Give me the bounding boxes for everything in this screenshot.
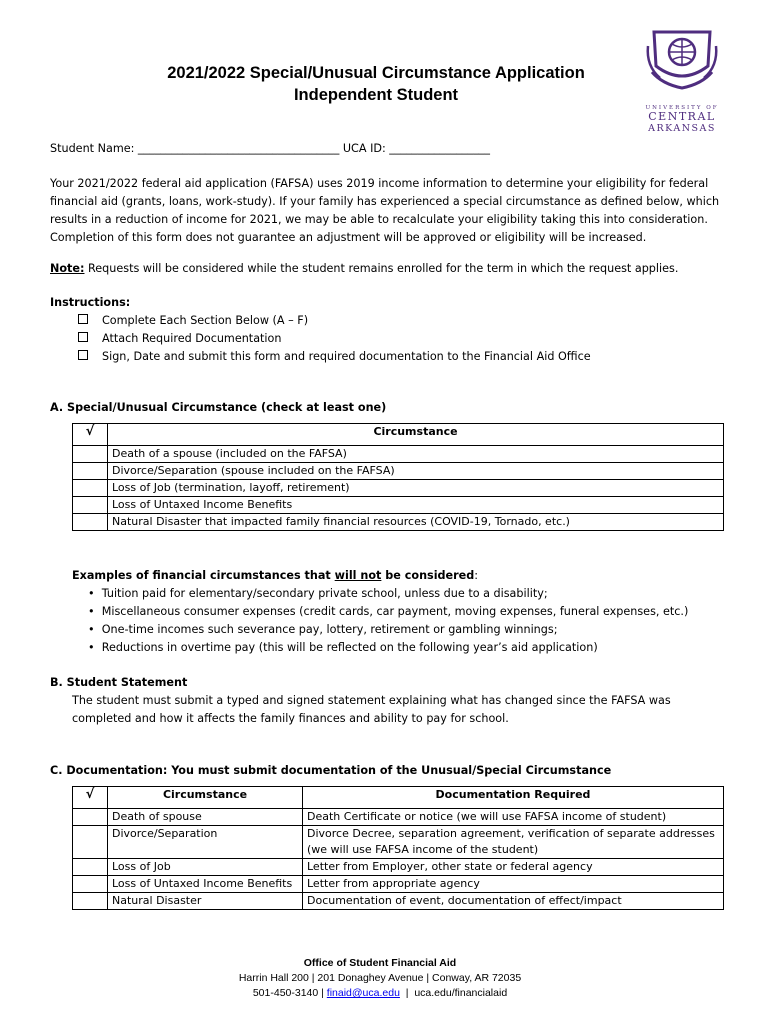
instruction-item: Sign, Date and submit this form and required documentation to the Financial Aid Office	[50, 348, 591, 366]
email-link[interactable]: finaid@uca.edu	[326, 987, 400, 999]
check-cell[interactable]	[73, 480, 108, 497]
table-row: Divorce/Separation Divorce Decree, separation agreement, verification of separate addresses (we will use FAFSA income of the student)	[73, 826, 724, 859]
section-a-table	[72, 423, 724, 531]
instruction-item: Complete Each Section Below (A – F)	[50, 312, 591, 330]
logo-line-1: CENTRAL	[648, 110, 716, 123]
checkbox[interactable]	[78, 314, 88, 324]
check-cell[interactable]	[73, 497, 108, 514]
title-line-2: Independent Student	[293, 86, 459, 104]
check-column-header: √	[73, 424, 108, 446]
circumstance-header: Circumstance	[108, 424, 724, 446]
note	[50, 260, 678, 278]
crest-icon	[642, 26, 722, 100]
list-item: • Reductions in overtime pay (this will be reflected on the following year’s aid application)	[88, 641, 598, 654]
intro-line: Your 2021/2022 federal aid application (FAFSA) uses 2019 income information to determine your eligibility for federal	[50, 177, 709, 190]
table-row: Death of a spouse (included on the FAFSA)	[73, 446, 724, 463]
list-item: • One-time incomes such severance pay, lottery, retirement or gambling winnings;	[88, 623, 558, 636]
table-row: Loss of Untaxed Income Benefits Letter from appropriate agency	[73, 876, 724, 893]
section-a-heading: A. Special/Unusual Circumstance (check at least one)	[50, 401, 387, 414]
logo-small-text: UNIVERSITY OF	[645, 105, 719, 111]
check-cell[interactable]	[73, 893, 108, 910]
check-cell[interactable]	[73, 809, 108, 826]
check-column-header: √	[73, 787, 108, 809]
table-row: Natural Disaster that impacted family financial resources (COVID-19, Tornado, etc.)	[73, 514, 724, 531]
list-item: • Tuition paid for elementary/secondary private school, unless due to a disability;	[88, 587, 548, 600]
table-row: Loss of Untaxed Income Benefits	[73, 497, 724, 514]
section-b	[50, 674, 671, 728]
logo-line-2: ARKANSAS	[648, 123, 716, 134]
note-text: Requests will be considered while the student remains enrolled for the term in which the request applies.	[84, 262, 679, 275]
check-cell[interactable]	[73, 876, 108, 893]
note-label: Note:	[50, 262, 85, 275]
section-b-line: The student must submit a typed and signed statement explaining what has changed since the FAFSA was	[72, 694, 671, 707]
footer-office: Office of Student Financial Aid	[303, 957, 457, 969]
title-line-1: 2021/2022 Special/Unusual Circumstance Application	[167, 64, 585, 82]
section-c-heading: C. Documentation: You must submit documentation of the Unusual/Special Circumstance	[50, 764, 612, 777]
checkbox[interactable]	[78, 350, 88, 360]
table-row: Divorce/Separation (spouse included on the FAFSA)	[73, 463, 724, 480]
examples-heading: Examples of financial circumstances that will not be considered:	[72, 569, 479, 582]
intro-line: financial aid (grants, loans, work-study). If your family has experienced a special circumstance as defined below, which	[50, 195, 720, 208]
instruction-item: Attach Required Documentation	[50, 330, 591, 348]
documentation-header: Documentation Required	[303, 787, 724, 809]
instructions	[50, 294, 591, 366]
table-row: Loss of Job (termination, layoff, retirement)	[73, 480, 724, 497]
check-cell[interactable]	[73, 463, 108, 480]
instructions-heading: Instructions:	[50, 296, 131, 309]
table-row: Loss of Job Letter from Employer, other state or federal agency	[73, 859, 724, 876]
footer	[120, 956, 640, 1001]
footer-address: Harrin Hall 200 | 201 Donaghey Avenue | Conway, AR 72035	[238, 972, 522, 984]
intro-paragraph	[50, 175, 730, 247]
footer-contact: 501-450-3140 | finaid@uca.edu | uca.edu/financialaid	[252, 987, 508, 999]
check-cell[interactable]	[73, 859, 108, 876]
check-cell[interactable]	[73, 514, 108, 531]
page-title	[100, 62, 652, 106]
checkbox[interactable]	[78, 332, 88, 342]
check-cell[interactable]	[73, 826, 108, 859]
intro-line: Completion of this form does not guarantee an adjustment will be approved or eligibility will be increased.	[50, 231, 647, 244]
table-row: Death of spouse Death Certificate or notice (we will use FAFSA income of student)	[73, 809, 724, 826]
uca-logo	[642, 26, 722, 134]
section-b-line: completed and how it affects the family finances and ability to pay for school.	[72, 712, 509, 725]
circumstance-header: Circumstance	[108, 787, 303, 809]
table-row: Natural Disaster Documentation of event, documentation of effect/impact	[73, 893, 724, 910]
section-c-table	[72, 786, 724, 910]
check-cell[interactable]	[73, 446, 108, 463]
examples-list	[88, 585, 688, 657]
intro-line: results in a reduction of income for 2021, we may be able to recalculate your eligibility taking this into consideration.	[50, 213, 708, 226]
section-b-heading: B. Student Statement	[50, 676, 188, 689]
student-name-line[interactable]: Student Name: ____________________________________ UCA ID: __________________	[50, 142, 490, 155]
list-item: • Miscellaneous consumer expenses (credit cards, car payment, moving expenses, funeral expenses, etc.)	[88, 605, 689, 618]
